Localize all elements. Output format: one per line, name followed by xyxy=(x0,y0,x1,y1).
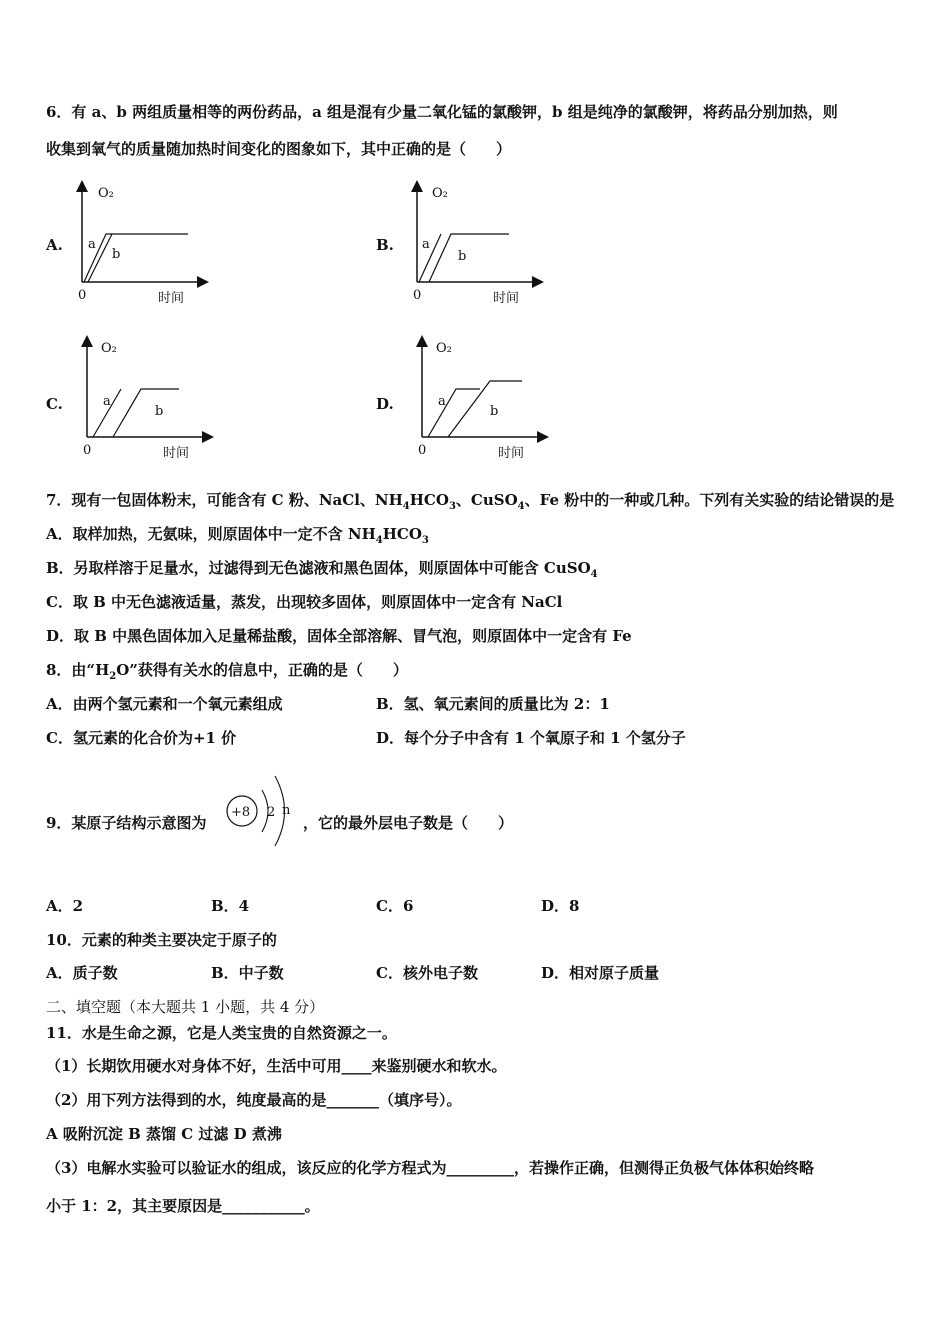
q8-option-a[interactable]: A．由两个氢元素和一个氧元素组成 xyxy=(46,695,283,713)
shell-2-electrons: n xyxy=(282,803,291,818)
q9-stem-pre: 9．某原子结构示意图为 xyxy=(46,814,207,832)
curve-b xyxy=(113,389,179,437)
origin-label: 0 xyxy=(83,443,92,458)
q6-stem-line2: 收集到氧气的质量随加热时间变化的图象如下，其中正确的是（ ） xyxy=(46,140,512,158)
y-axis-label: O₂ xyxy=(432,186,448,201)
q10-stem: 10．元素的种类主要决定于原子的 xyxy=(46,931,277,949)
q7-option-b[interactable]: B．另取样溶于足量水，过滤得到无色滤液和黑色固体，则原固体中可能含 CuSO$_4$ xyxy=(46,559,598,580)
curve-a-label: a xyxy=(422,237,430,252)
x-axis-label: 时间 xyxy=(163,446,190,461)
curve-b-label: b xyxy=(155,404,164,419)
q6-option-a-label[interactable]: A. xyxy=(46,236,63,254)
nucleus-charge: +8 xyxy=(231,805,251,820)
q6-option-d-label[interactable]: D. xyxy=(376,395,394,413)
q9-stem-post: ，它的最外层电子数是（ ） xyxy=(303,814,514,832)
curve-b-label: b xyxy=(490,404,499,419)
q7-stem: 7．现有一包固体粉末，可能含有 C 粉、NaCl、$NH_4HCO_3$、CuSO$_4$、Fe 粉中的一种或几种。下列有关实验的结论错误的是 xyxy=(46,491,895,512)
atom-structure-diagram xyxy=(222,768,302,854)
q11-part3-line2: 小于 1：2，其主要原因是___________。 xyxy=(46,1197,320,1215)
curve-a-label: a xyxy=(103,394,111,409)
curve-a-label: a xyxy=(88,237,96,252)
curve-b xyxy=(429,234,509,282)
q6-option-b-label[interactable]: B. xyxy=(376,236,394,254)
q10-option-b[interactable]: B．中子数 xyxy=(211,964,284,982)
q11-part2: （2）用下列方法得到的水，纯度最高的是_______（填序号）。 xyxy=(46,1091,462,1109)
section-2-title: 二、填空题（本大题共 1 小题，共 4 分） xyxy=(46,998,325,1016)
origin-label: 0 xyxy=(413,288,422,303)
curve-a-label: a xyxy=(438,394,446,409)
q7-option-c[interactable]: C．取 B 中无色滤液适量，蒸发，出现较多固体，则原固体中一定含有 NaCl xyxy=(46,593,563,611)
q6-option-c-label[interactable]: C. xyxy=(46,395,63,413)
q6-graph-d xyxy=(410,335,555,465)
y-axis-label: O₂ xyxy=(98,186,114,201)
y-axis-label: O₂ xyxy=(436,341,452,356)
origin-label: 0 xyxy=(78,288,87,303)
curve-b-label: b xyxy=(458,249,467,264)
q11-stem: 11．水是生命之源，它是人类宝贵的自然资源之一。 xyxy=(46,1024,397,1042)
q7-option-d[interactable]: D．取 B 中黑色固体加入足量稀盐酸，固体全部溶解、冒气泡，则原固体中一定含有 Fe xyxy=(46,627,632,645)
q9-option-d[interactable]: D．8 xyxy=(541,897,580,915)
q8-option-b[interactable]: B．氢、氧元素间的质量比为 2：1 xyxy=(376,695,610,713)
q9-option-c[interactable]: C．6 xyxy=(376,897,414,915)
q8-stem: 8．由“$H_2O$”获得有关水的信息中，正确的是（ ） xyxy=(46,661,408,682)
q10-option-d[interactable]: D．相对原子质量 xyxy=(541,964,660,982)
q9-option-a[interactable]: A．2 xyxy=(46,897,84,915)
q6-graph-c xyxy=(75,335,220,465)
x-axis-label: 时间 xyxy=(498,446,525,461)
q8-option-d[interactable]: D．每个分子中含有 1 个氧原子和 1 个氢分子 xyxy=(376,729,686,747)
q11-part3-line1: （3）电解水实验可以验证水的组成，该反应的化学方程式为_________，若操作正确，但测得正负极气体体积始终略 xyxy=(46,1159,814,1177)
q11-options: A 吸附沉淀 B 蒸馏 C 过滤 D 煮沸 xyxy=(46,1125,282,1143)
q10-option-a[interactable]: A．质子数 xyxy=(46,964,118,982)
x-axis-label: 时间 xyxy=(158,291,185,306)
shell-1-electrons: 2 xyxy=(267,805,276,820)
q11-part1: （1）长期饮用硬水对身体不好，生活中可用____来鉴别硬水和软水。 xyxy=(46,1057,507,1075)
q6-graph-b xyxy=(405,180,550,310)
y-axis-label: O₂ xyxy=(101,341,117,356)
q9-option-b[interactable]: B．4 xyxy=(211,897,250,915)
q7-option-a[interactable]: A．取样加热，无氨味，则原固体中一定不含 $NH_4HCO_3$ xyxy=(46,525,429,546)
origin-label: 0 xyxy=(418,443,427,458)
q6-stem-line1: 6．有 a、b 两组质量相等的两份药品，a 组是混有少量二氧化锰的氯酸钾，b 组是纯净的氯酸钾，将药品分别加热，则 xyxy=(46,103,838,121)
q10-option-c[interactable]: C．核外电子数 xyxy=(376,964,478,982)
x-axis-label: 时间 xyxy=(493,291,520,306)
q6-graph-a xyxy=(70,180,215,310)
curve-b-label: b xyxy=(112,247,121,262)
q8-option-c[interactable]: C．氢元素的化合价为+1 价 xyxy=(46,729,237,747)
